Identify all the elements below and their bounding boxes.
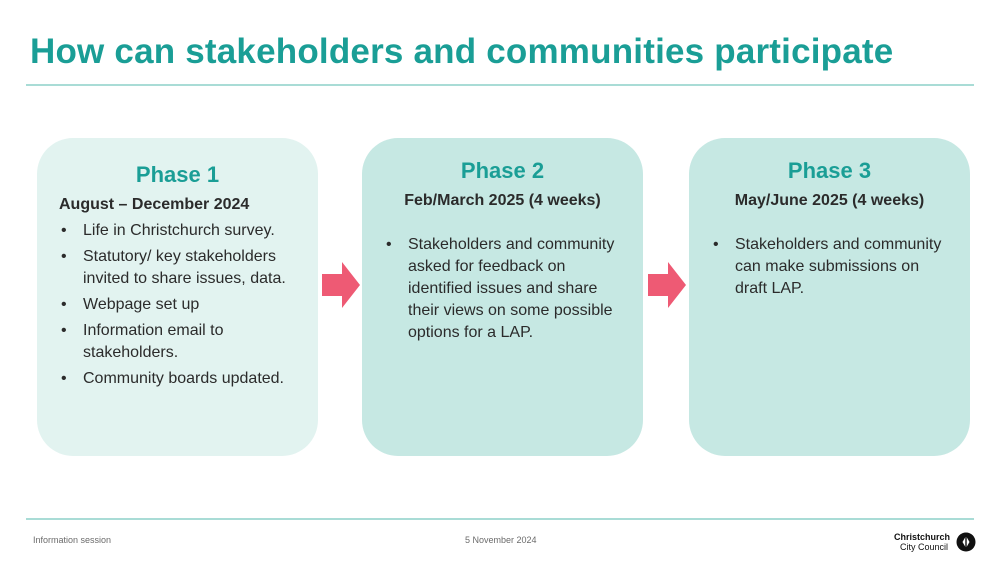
phase-2-heading: Phase 2 — [460, 158, 545, 183]
bullet: • — [61, 296, 67, 313]
phase-3-heading: Phase 3 — [787, 158, 872, 183]
list-item — [59, 246, 296, 290]
phase-1-card — [37, 138, 318, 456]
list-item-text: Community boards updated. — [83, 370, 284, 387]
phase-3-list — [711, 234, 948, 300]
list-item-text: Webpage set up — [83, 296, 200, 313]
bullet: • — [61, 248, 67, 265]
list-item-text: Stakeholders and community asked for feedback on identified issues and share their views on some possible options for a LAP. — [408, 236, 615, 341]
phase-2-list — [384, 234, 621, 344]
list-item-text: Information email to stakeholders. — [83, 322, 224, 361]
phase-1-dates: August – December 2024 — [59, 196, 250, 213]
slide-title: How can stakeholders and communities participate — [30, 32, 894, 71]
list-item — [59, 294, 296, 316]
phase-3-dates: May/June 2025 (4 weeks) — [734, 192, 925, 209]
bullet: • — [61, 322, 67, 339]
list-item-text: Stakeholders and community can make submissions on draft LAP. — [735, 236, 942, 297]
bullet: • — [61, 222, 67, 239]
list-item — [59, 220, 296, 242]
phase-1-heading: Phase 1 — [135, 162, 220, 187]
council-logo-icon — [956, 532, 976, 552]
footer-date: 5 November 2024 — [465, 535, 537, 545]
list-item — [384, 234, 621, 344]
bullet: • — [386, 236, 392, 253]
bullet: • — [713, 236, 719, 253]
bullet: • — [61, 370, 67, 387]
arrow-right-icon — [648, 262, 686, 308]
logo-line-2: City Council — [900, 542, 949, 552]
phase-3-card — [689, 138, 970, 456]
list-item — [711, 234, 948, 300]
phase-1-list — [59, 220, 296, 390]
phase-2-card — [362, 138, 643, 456]
logo-line-1: Christchurch — [894, 532, 951, 542]
arrow-right-icon — [322, 262, 360, 308]
list-item-text: Statutory/ key stakeholders invited to share issues, data. — [83, 248, 286, 287]
footer-divider — [26, 518, 974, 520]
council-logo — [894, 530, 976, 554]
title-divider — [26, 84, 974, 86]
list-item-text: Life in Christchurch survey. — [83, 222, 275, 239]
list-item — [59, 368, 296, 390]
list-item — [59, 320, 296, 364]
footer-session-label: Information session — [33, 535, 112, 545]
phase-2-dates: Feb/March 2025 (4 weeks) — [404, 192, 601, 209]
